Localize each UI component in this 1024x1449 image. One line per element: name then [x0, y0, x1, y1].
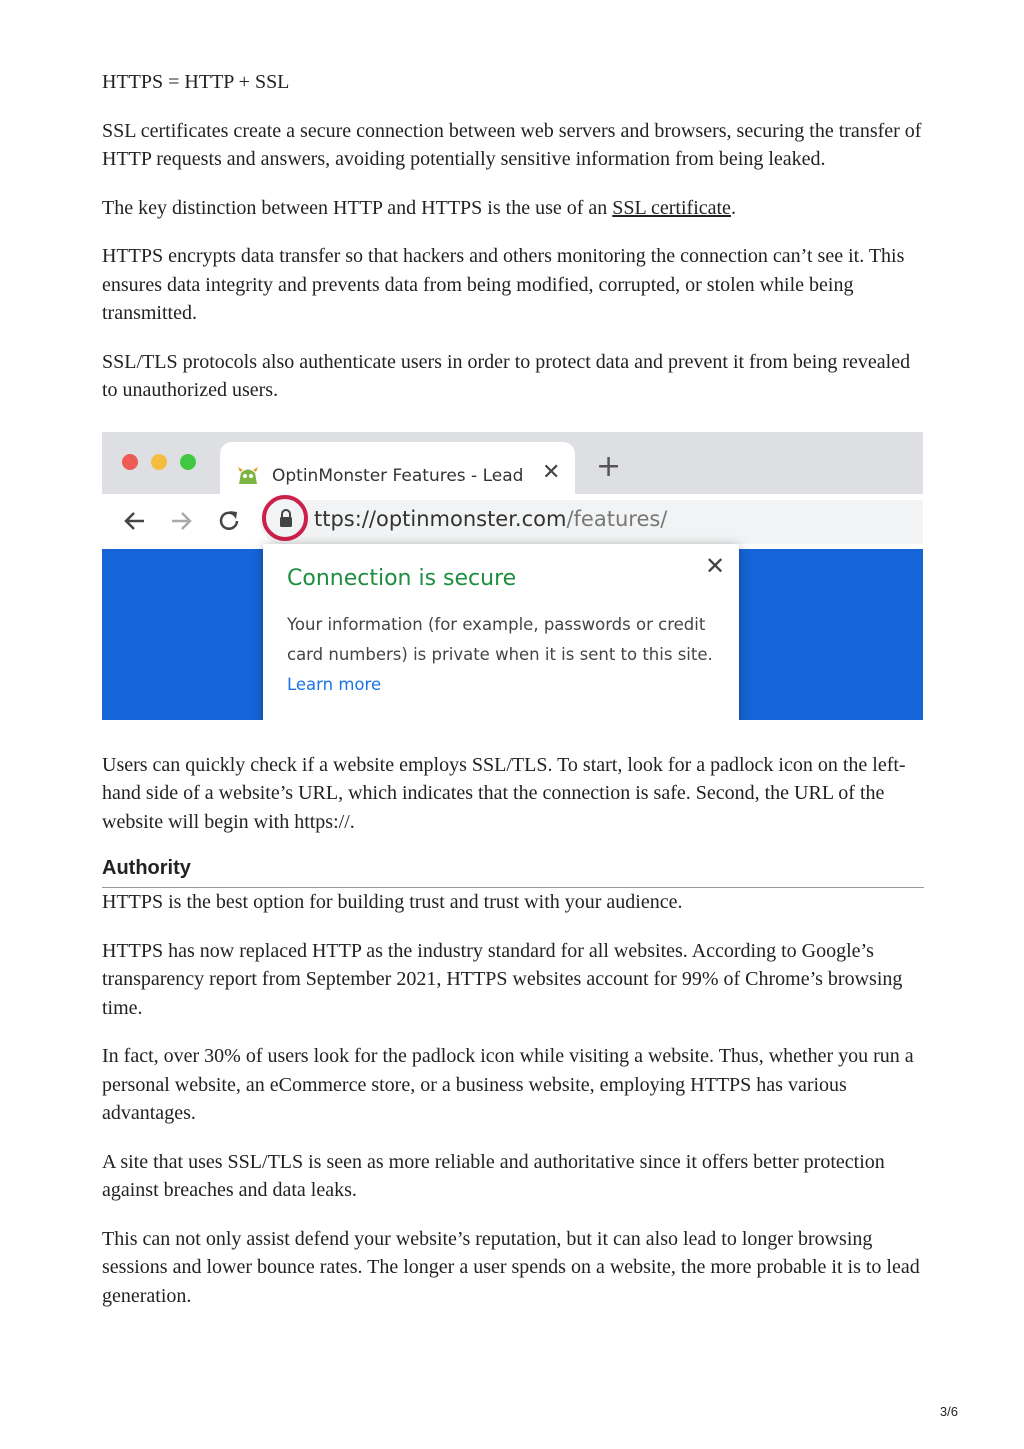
paragraph-text: The key distinction between HTTP and HTTPS is the use of an — [102, 196, 613, 219]
paragraph-padlock-users: In fact, over 30% of users look for the padlock icon while visiting a website. Thus, whether you run a personal website, an eCommerce store, or a business website, employing HTTPS has various advantages. — [102, 1045, 914, 1124]
popup-text: Your information (for example, passwords or credit card numbers) is private when it is sent to this site. — [287, 614, 713, 664]
lock-icon — [278, 508, 294, 533]
popup-close-icon: ✕ — [705, 551, 726, 580]
tab-bar — [102, 432, 923, 494]
paragraph-industry-standard: HTTPS has now replaced HTTP as the industry standard for all websites. According to Google’s transparency report from September 2021, HTTPS websites account for 99% of Chrome’s browsing time. — [102, 939, 903, 1019]
lock-highlight-circle — [262, 495, 308, 541]
tab-title: OptinMonster Features - Lead — [272, 465, 524, 486]
paragraph-reputation: This can not only assist defend your website’s reputation, but it can also lead to longer browsing sessions and lower bounce rates. The longer a user spends on a website, the more probable it is to lead generation. — [102, 1227, 920, 1307]
paragraph-text: . — [730, 196, 736, 219]
close-window-dot — [122, 454, 138, 470]
paragraph-encrypts: HTTPS encrypts data transfer so that hackers and others monitoring the connection can’t see it. This ensures data integrity and prevents data from being modified, corrupted, or stolen while being transmitted. — [102, 245, 905, 324]
paragraph-reliable: A site that uses SSL/TLS is seen as more reliable and authoritative since it offers better protection against breaches and data leaks. — [102, 1150, 885, 1201]
section-heading-authority: Authority — [102, 856, 924, 888]
back-arrow-icon — [122, 508, 148, 539]
new-tab-icon: + — [596, 448, 622, 484]
close-tab-icon: ✕ — [542, 459, 561, 485]
paragraph-padlock-check: Users can quickly check if a website employs SSL/TLS. To start, look for a padlock icon on the left-hand side of a website’s URL, which indicates that the connection is safe. Second, the URL of the website will begin with https://. — [102, 753, 906, 833]
paragraph-trust: HTTPS is the best option for building trust and trust with your audience. — [102, 891, 683, 913]
paragraph-ssl-certificates: SSL certificates create a secure connection between web servers and browsers, securing the transfer of HTTP requests and answers, avoiding potentially sensitive information from being leaked. — [102, 119, 922, 170]
url-text — [314, 507, 667, 531]
paragraph-authenticate: SSL/TLS protocols also authenticate users in order to protect data and prevent it from being revealed to unauthorized users. — [102, 350, 911, 401]
ssl-certificate-link[interactable]: SSL certificate — [612, 196, 731, 219]
article-content — [102, 68, 924, 1330]
connection-secure-popup — [263, 544, 739, 720]
minimize-window-dot — [151, 454, 167, 470]
popup-description — [287, 610, 727, 700]
reload-icon — [216, 508, 242, 539]
forward-arrow-icon — [168, 508, 194, 539]
popup-title: Connection is secure — [287, 565, 517, 591]
optinmonster-favicon-icon — [236, 464, 260, 491]
paragraph-key-distinction — [102, 194, 924, 223]
page-number: 3/6 — [939, 1404, 958, 1419]
browser-screenshot — [102, 432, 923, 720]
paragraph-formula: HTTPS = HTTP + SSL — [102, 71, 290, 93]
url-host: ttps://optinmonster.com — [314, 506, 567, 531]
maximize-window-dot — [180, 454, 196, 470]
learn-more-link: Learn more — [287, 674, 382, 694]
url-path: /features/ — [566, 506, 668, 531]
